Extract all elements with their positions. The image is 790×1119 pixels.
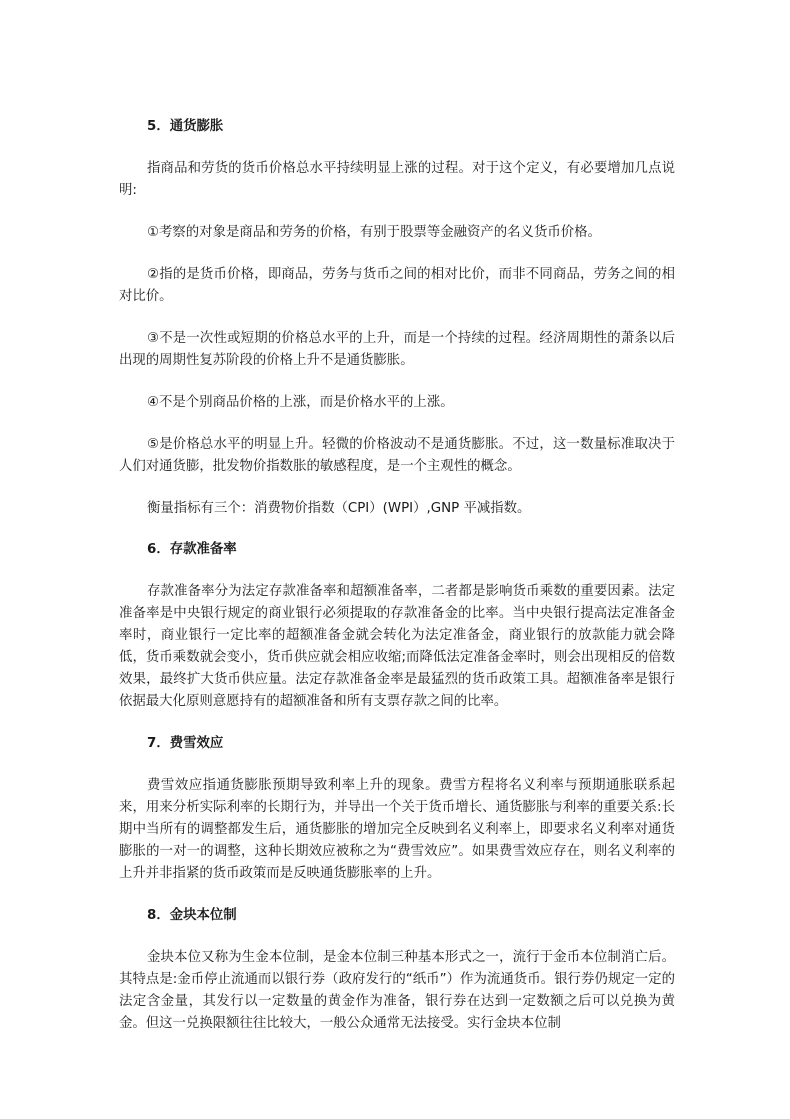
section-heading-reserve-ratio: 6．存款准备率: [147, 542, 237, 557]
section-heading-fisher-effect: 7．费雪效应: [147, 736, 224, 751]
paragraph: ①考察的对象是商品和劳务的价格，有别于股票等金融资产的名义货币价格。: [147, 225, 601, 240]
paragraph: ⑤是价格总水平的明显上升。轻微的价格波动不是通货膨胀。不过，这一数量标准取决于人们对通货膨，批发物价指数胀的敏感程度，是一个主观性的概念。: [119, 437, 675, 474]
section-heading-gold-bullion-standard: 8．金块本位制: [147, 908, 237, 923]
section-heading-inflation: 5．通货膨胀: [147, 119, 224, 134]
paragraph: 衡量指标有三个：消费物价指数（CPI）(WPI）,GNP 平减指数。: [147, 501, 531, 516]
paragraph: 费雪效应指通货膨胀预期导致利率上升的现象。费雪方程将名义利率与预期通胀联系起来，用来分析实际利率的长期行为，并导出一个关于货币增长、通货膨胀与利率的重要关系:长期中当所有的调整都发生后，通货膨胀的增加完全反映到名义利率上，即要求名义利率对通货膨胀的一对一的调整，这种长期效应被称之为“费雪效应”。如果费雪效应存在，则名义利率的上升并非指紧的货币政策而是反映通货膨胀率的上升。: [119, 778, 675, 881]
paragraph: 存款准备率分为法定存款准备率和超额准备率，二者都是影响货币乘数的重要因素。法定准备率是中央银行规定的商业银行必须提取的存款准备金的比率。当中央银行提高法定准备金率时，商业银行一定比率的超额准备金就会转化为法定准备金，商业银行的放款能力就会降低，货币乘数就会变小，货币供应就会相应收缩;而降低法定准备金率时，则会出现相反的倍数效果，最终扩大货币供应量。法定存款准备金率是最猛烈的货币政策工具。超额准备率是银行依据最大化原则意愿持有的超额准备和所有支票存款之间的比率。: [119, 584, 675, 709]
paragraph: ②指的是货币价格，即商品，劳务与货币之间的相对比价，而非不同商品，劳务之间的相对比价。: [119, 267, 675, 304]
paragraph: 指商品和劳货的货币价格总水平持续明显上涨的过程。对于这个定义，有必要增加几点说明:: [119, 161, 675, 198]
document-page: [119, 116, 675, 1055]
paragraph: 金块本位又称为生金本位制，是金本位制三种基本形式之一，流行于金币本位制消亡后。其特点是:金币停止流通而以银行券（政府发行的“纸币”）作为流通货币。银行券仍规定一定的法定含金量，其发行以一定数量的黄金作为准备，银行券在达到一定数额之后可以兑换为黄金。但这一兑换限额往往比较大，一般公众通常无法接受。实行金块本位制: [119, 950, 675, 1031]
paragraph: ③不是一次性或短期的价格总水平的上升，而是一个持续的过程。经济周期性的萧条以后出现的周期性复苏阶段的价格上升不是通货膨胀。: [119, 331, 675, 368]
paragraph: ④不是个别商品价格的上涨，而是价格水平的上涨。: [147, 395, 454, 410]
